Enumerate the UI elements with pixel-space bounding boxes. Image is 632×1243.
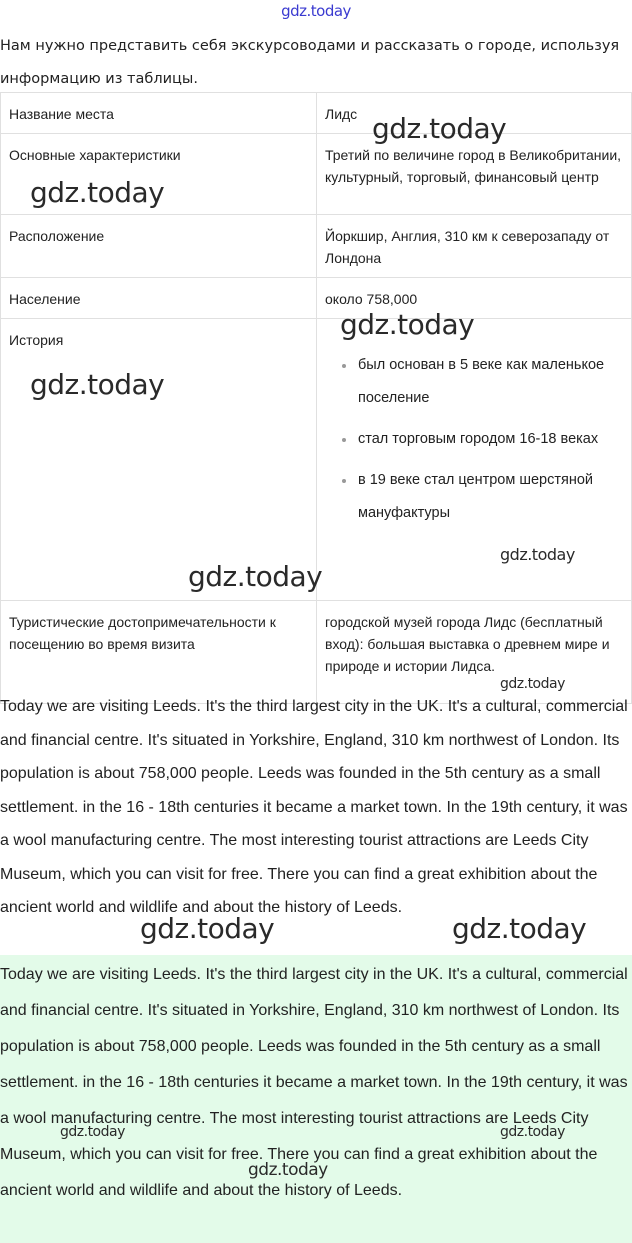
history-list xyxy=(325,349,623,530)
highlighted-answer-paragraph: Today we are visiting Leeds. It's the third largest city in the UK. It's a cultural, commercial and financial centre. It's situated in Yorkshire, England, 310 km northwest of London. Its population is about 758,000 people. Leeds was founded in the 5th century as a small settlement. in the 16 - 18th centuries it became a market town. In the 19th century, it was a wool manufacturing centre. The most interesting tourist attractions are Leeds City Museum, which you can visit for free. There you can find a great exhibition about the ancient world and wildlife and about the history of Leeds. xyxy=(0,966,628,1199)
list-item: стал торговым городом 16-18 веках xyxy=(325,423,623,456)
watermark: gdz.today xyxy=(500,1124,565,1140)
table-row xyxy=(1,278,632,319)
row-value-history xyxy=(317,319,632,601)
row-value-location: Йоркшир, Англия, 310 км к северозападу от Лондона xyxy=(317,215,632,278)
watermark: gdz.today xyxy=(500,676,565,692)
watermark: gdz.today xyxy=(60,1124,125,1140)
row-value-attractions: городской музей города Лидс (бесплатный вход): большая выставка о древнем мире и природе и истории Лидса. xyxy=(317,601,632,704)
table-row xyxy=(1,215,632,278)
row-label-history: История xyxy=(1,319,317,601)
answer-paragraph: Today we are visiting Leeds. It's the third largest city in the UK. It's a cultural, commercial and financial centre. It's situated in Yorkshire, England, 310 km northwest of London. Its population is about 758,000 people. Leeds was founded in the 5th century as a small settlement. in the 16 - 18th centuries it became a market town. In the 19th century, it was a wool manufacturing centre. The most interesting tourist attractions are Leeds City Museum, which you can visit for free. There you can find a great exhibition about the ancient world and wildlife and about the history of Leeds. xyxy=(0,698,628,916)
watermark: gdz.today xyxy=(500,545,575,564)
watermark: gdz.today xyxy=(30,368,165,401)
watermark: gdz.today xyxy=(188,560,323,593)
watermark: gdz.today xyxy=(372,112,507,145)
row-value-population: около 758,000 xyxy=(317,278,632,319)
list-item: был основан в 5 веке как маленькое поселение xyxy=(325,349,623,415)
intro-text: Нам нужно представить себя экскурсоводами и рассказать о городе, используя информацию из таблицы. xyxy=(0,38,620,87)
table-row xyxy=(1,93,632,134)
watermark: gdz.today xyxy=(30,176,165,209)
row-label-attractions: Туристические достопримечательности к посещению во время визита xyxy=(1,601,317,704)
watermark: gdz.today xyxy=(140,912,275,945)
row-label-characteristics: Основные характеристики xyxy=(1,134,317,215)
row-label-population: Население xyxy=(1,278,317,319)
site-logo[interactable]: gdz.today xyxy=(281,2,351,20)
row-label-name: Название места xyxy=(1,93,317,134)
row-value-characteristics: Третий по величине город в Великобритании, культурный, торговый, финансовый центр xyxy=(317,134,632,215)
watermark: gdz.today xyxy=(248,1160,328,1180)
row-label-location: Расположение xyxy=(1,215,317,278)
list-item: в 19 веке стал центром шерстяной мануфактуры xyxy=(325,464,623,530)
watermark: gdz.today xyxy=(340,308,475,341)
watermark: gdz.today xyxy=(452,912,587,945)
row-value-name: Лидс xyxy=(317,93,632,134)
